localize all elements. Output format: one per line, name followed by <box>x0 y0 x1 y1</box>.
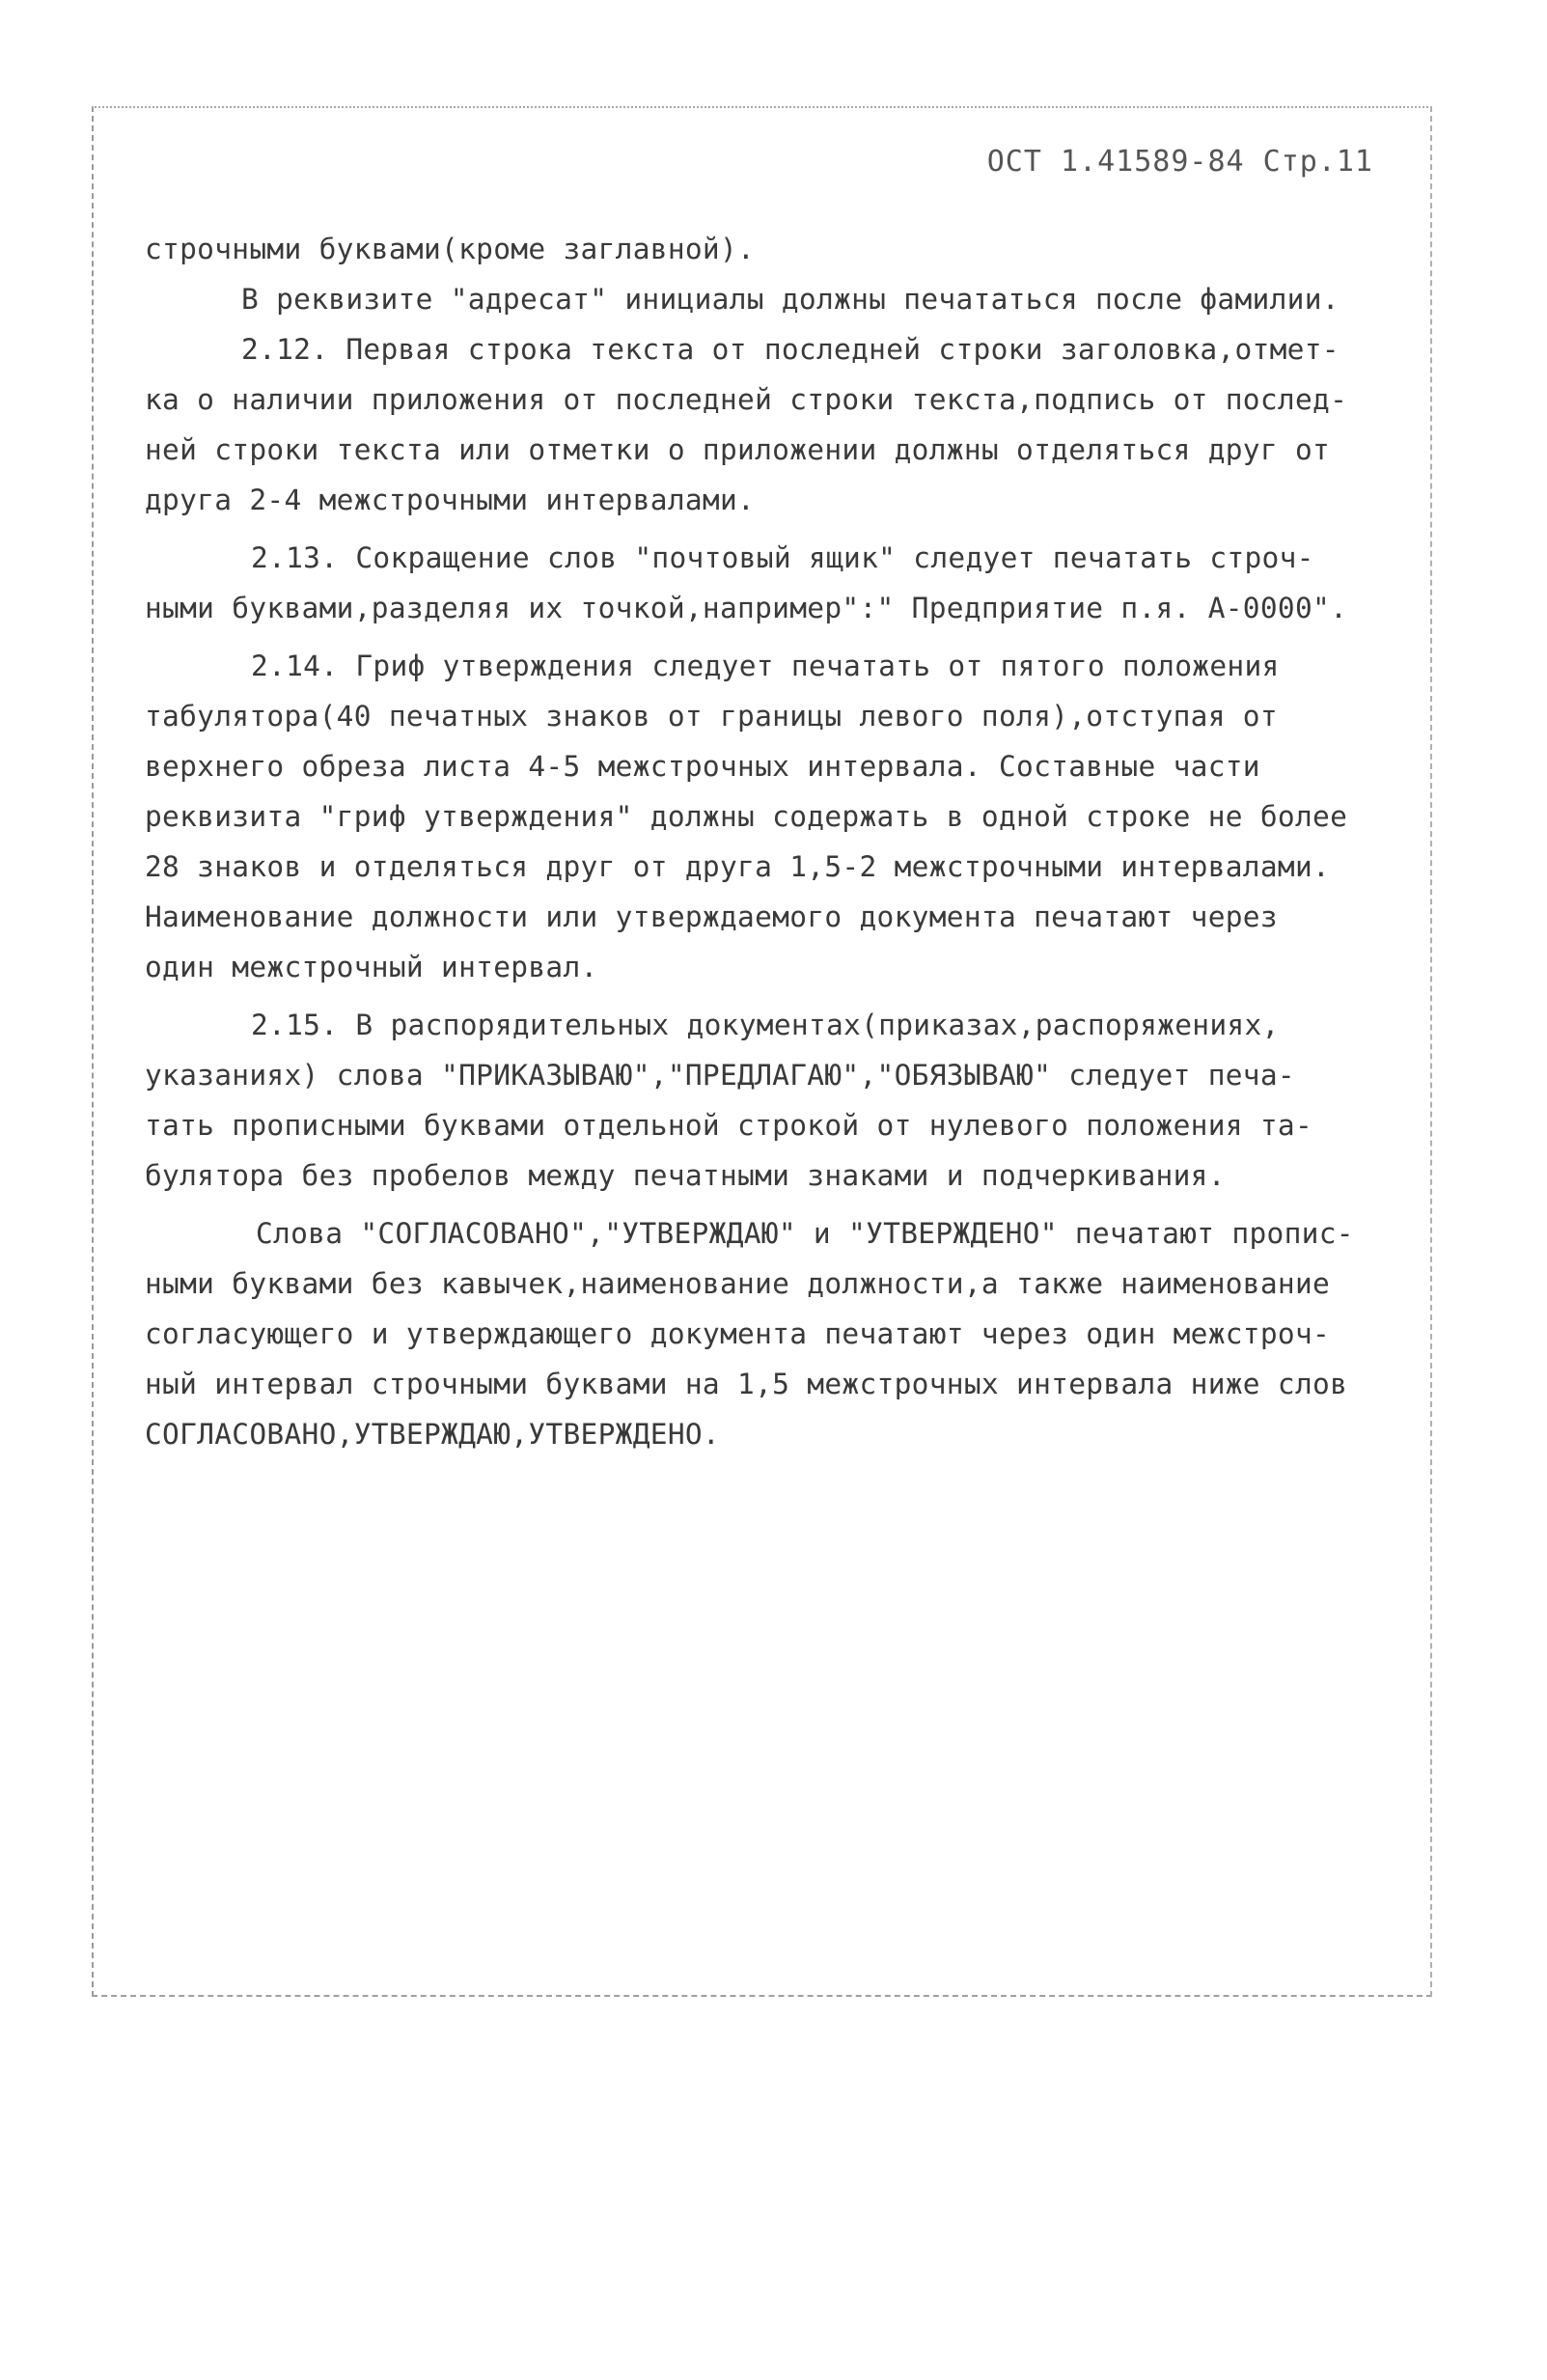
text-line: В реквизите "адресат" инициалы должны печататься после фамилии. <box>241 283 1340 316</box>
text-line: ный интервал строчными буквами на 1,5 межстрочных интервала ниже слов <box>145 1368 1348 1400</box>
text-line: реквизита "гриф утверждения" должны содержать в одной строке не более <box>145 800 1348 833</box>
document-header: ОСТ 1.41589-84 Стр.11 <box>986 145 1373 179</box>
text-line: строчными буквами(кроме заглавной). <box>145 233 756 265</box>
text-line: 2.13. Сокращение слов "почтовый ящик" следует печатать строч- <box>251 541 1314 574</box>
text-line: булятора без пробелов между печатными знаками и подчеркивания. <box>145 1159 1226 1192</box>
text-line: ными буквами без кавычек,наименование должности,а также наименование <box>145 1267 1331 1300</box>
text-line: 28 знаков и отделяться друг от друга 1,5-2 межстрочными интервалами. <box>145 850 1331 883</box>
text-line: друга 2-4 межстрочными интервалами. <box>145 484 756 516</box>
document-body <box>145 224 1428 1459</box>
text-line: 2.14. Гриф утверждения следует печатать от пятого положения <box>251 650 1280 682</box>
text-line: 2.15. В распорядительных документах(приказах,распоряжениях, <box>251 1009 1280 1041</box>
text-line: ней строки текста или отметки о приложении должны отделяться друг от <box>145 433 1331 466</box>
text-line: ными буквами,разделяя их точкой,например":" Предприятие п.я. А-0000". <box>145 592 1348 624</box>
text-line: ка о наличии приложения от последней строки текста,подпись от послед- <box>145 383 1348 416</box>
text-line: тать прописными буквами отдельной строкой от нулевого положения та- <box>145 1109 1313 1142</box>
text-line: СОГЛАСОВАНО,УТВЕРЖДАЮ,УТВЕРЖДЕНО. <box>145 1418 720 1451</box>
text-line: 2.12. Первая строка текста от последней строки заголовка,отмет- <box>241 333 1340 366</box>
text-line: указаниях) слова "ПРИКАЗЫВАЮ","ПРЕДЛАГАЮ","ОБЯЗЫВАЮ" следует печа- <box>145 1059 1295 1092</box>
text-line: согласующего и утверждающего документа печатают через один межстроч- <box>145 1317 1331 1350</box>
text-line: Слова "СОГЛАСОВАНО","УТВЕРЖДАЮ" и "УТВЕРЖДЕНО" печатают пропис- <box>256 1217 1354 1250</box>
text-line: верхнего обреза листа 4-5 межстрочных интервала. Составные части <box>145 750 1260 783</box>
text-line: табулятора(40 печатных знаков от границы левого поля),отступая от <box>145 700 1278 733</box>
text-line: Наименование должности или утверждаемого документа печатают через <box>145 900 1278 933</box>
text-line: один межстрочный интервал. <box>145 951 598 983</box>
